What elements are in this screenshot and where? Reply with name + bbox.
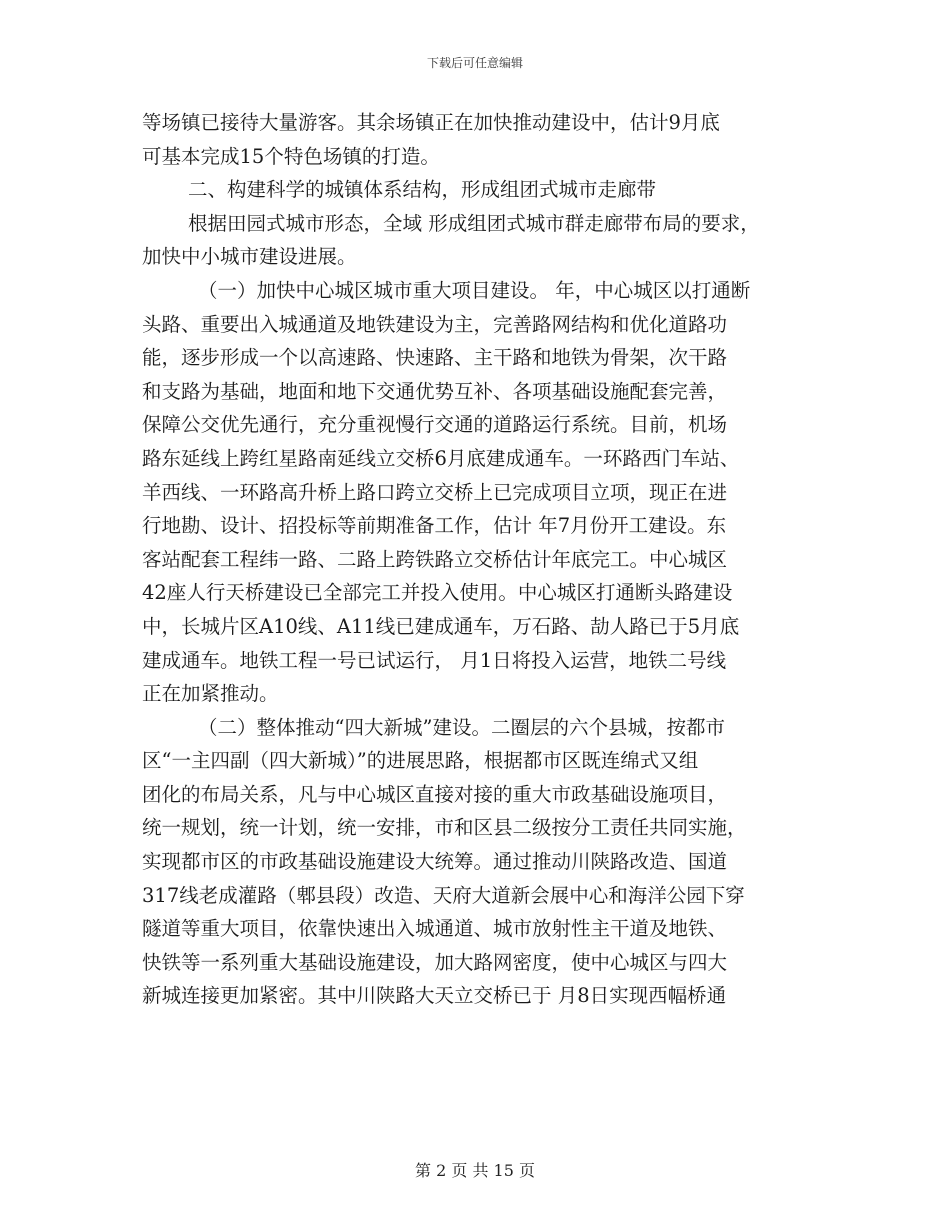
text-line: 加快中小城市建设进展。 <box>142 245 357 269</box>
text-line: 保障公交优先通行，充分重视慢行交通的道路运行系统。目前，机场 <box>142 413 728 437</box>
document-body <box>142 106 822 1013</box>
text-line: 42座人行天桥建设已全部完工并投入使用。中心城区打通断头路建设 <box>142 581 733 605</box>
text-line: 统一规划，统一计划，统一安排，市和区县二级按分工责任共同实施， <box>142 816 747 840</box>
page-number-footer: 第 2 页 共 15 页 <box>415 1161 535 1180</box>
subsection-line: （二）整体推动“四大新城”建设。二圈层的六个县城，按都市 <box>198 715 725 739</box>
text-line: 正在加紧推动。 <box>142 682 279 706</box>
text-line: 快铁等一系列重大基础设施建设，加大路网密度，使中心城区与四大 <box>142 950 728 974</box>
text-line: 可基本完成15个特色场镇的打造。 <box>142 144 440 168</box>
text-line: 实现都市区的市政基础设施建设大统筹。通过推动川陕路改造、国道 <box>142 850 728 874</box>
text-line: 和支路为基础，地面和地下交通优势互补、各项基础设施配套完善， <box>142 379 728 403</box>
page-header: 下载后可任意编辑 <box>426 56 523 70</box>
section-heading: 二、构建科学的城镇体系结构，形成组团式城市走廊带 <box>188 178 657 202</box>
text-line: 新城连接更加紧密。其中川陕路大天立交桥已于 月8日实现西幅桥通 <box>142 984 727 1008</box>
text-line: 客站配套工程纬一路、二路上跨铁路立交桥估计年底完工。中心城区 <box>142 547 728 571</box>
text-line: 头路、重要出入城通道及地铁建设为主，完善路网结构和优化道路功 <box>142 312 728 336</box>
text-line: 行地勘、设计、招投标等前期准备工作，估计 年7月份开工建设。东 <box>142 514 727 538</box>
text-line: 建成通车。地铁工程一号已试运行， 月1日将投入运营，地铁二号线 <box>142 648 727 672</box>
text-line: 团化的布局关系，凡与中心城区直接对接的重大市政基础设施项目， <box>142 782 728 806</box>
subsection-line: （一）加快中心城区城市重大项目建设。 年，中心城区以打通断 <box>198 278 751 302</box>
text-line: 能，逐步形成一个以高速路、快速路、主干路和地铁为骨架，次干路 <box>142 346 728 370</box>
text-line: 羊西线、一环路高升桥上路口跨立交桥上已完成项目立项，现正在进 <box>142 480 728 504</box>
text-line: 中，长城片区A10线、A11线已建成通车，万石路、劼人路已于5月底 <box>142 614 740 638</box>
text-line: 隧道等重大项目，依靠快速出入城通道、城市放射性主干道及地铁、 <box>142 917 728 941</box>
text-line: 路东延线上跨红星路南延线立交桥6月底建成通车。一环路西门车站、 <box>142 446 740 470</box>
text-line: 区“一主四副（四大新城）”的进展思路，根据都市区既连绵式又组 <box>142 749 699 773</box>
text-line: 317线老成灌路（郫县段）改造、天府大道新会展中心和海洋公园下穿 <box>142 883 745 907</box>
text-line: 等场镇已接待大量游客。其余场镇正在加快推动建设中，估计9月底 <box>142 111 720 134</box>
text-line: 根据田园式城市形态，全域 形成组团式城市群走廊带布局的要求， <box>188 211 760 235</box>
